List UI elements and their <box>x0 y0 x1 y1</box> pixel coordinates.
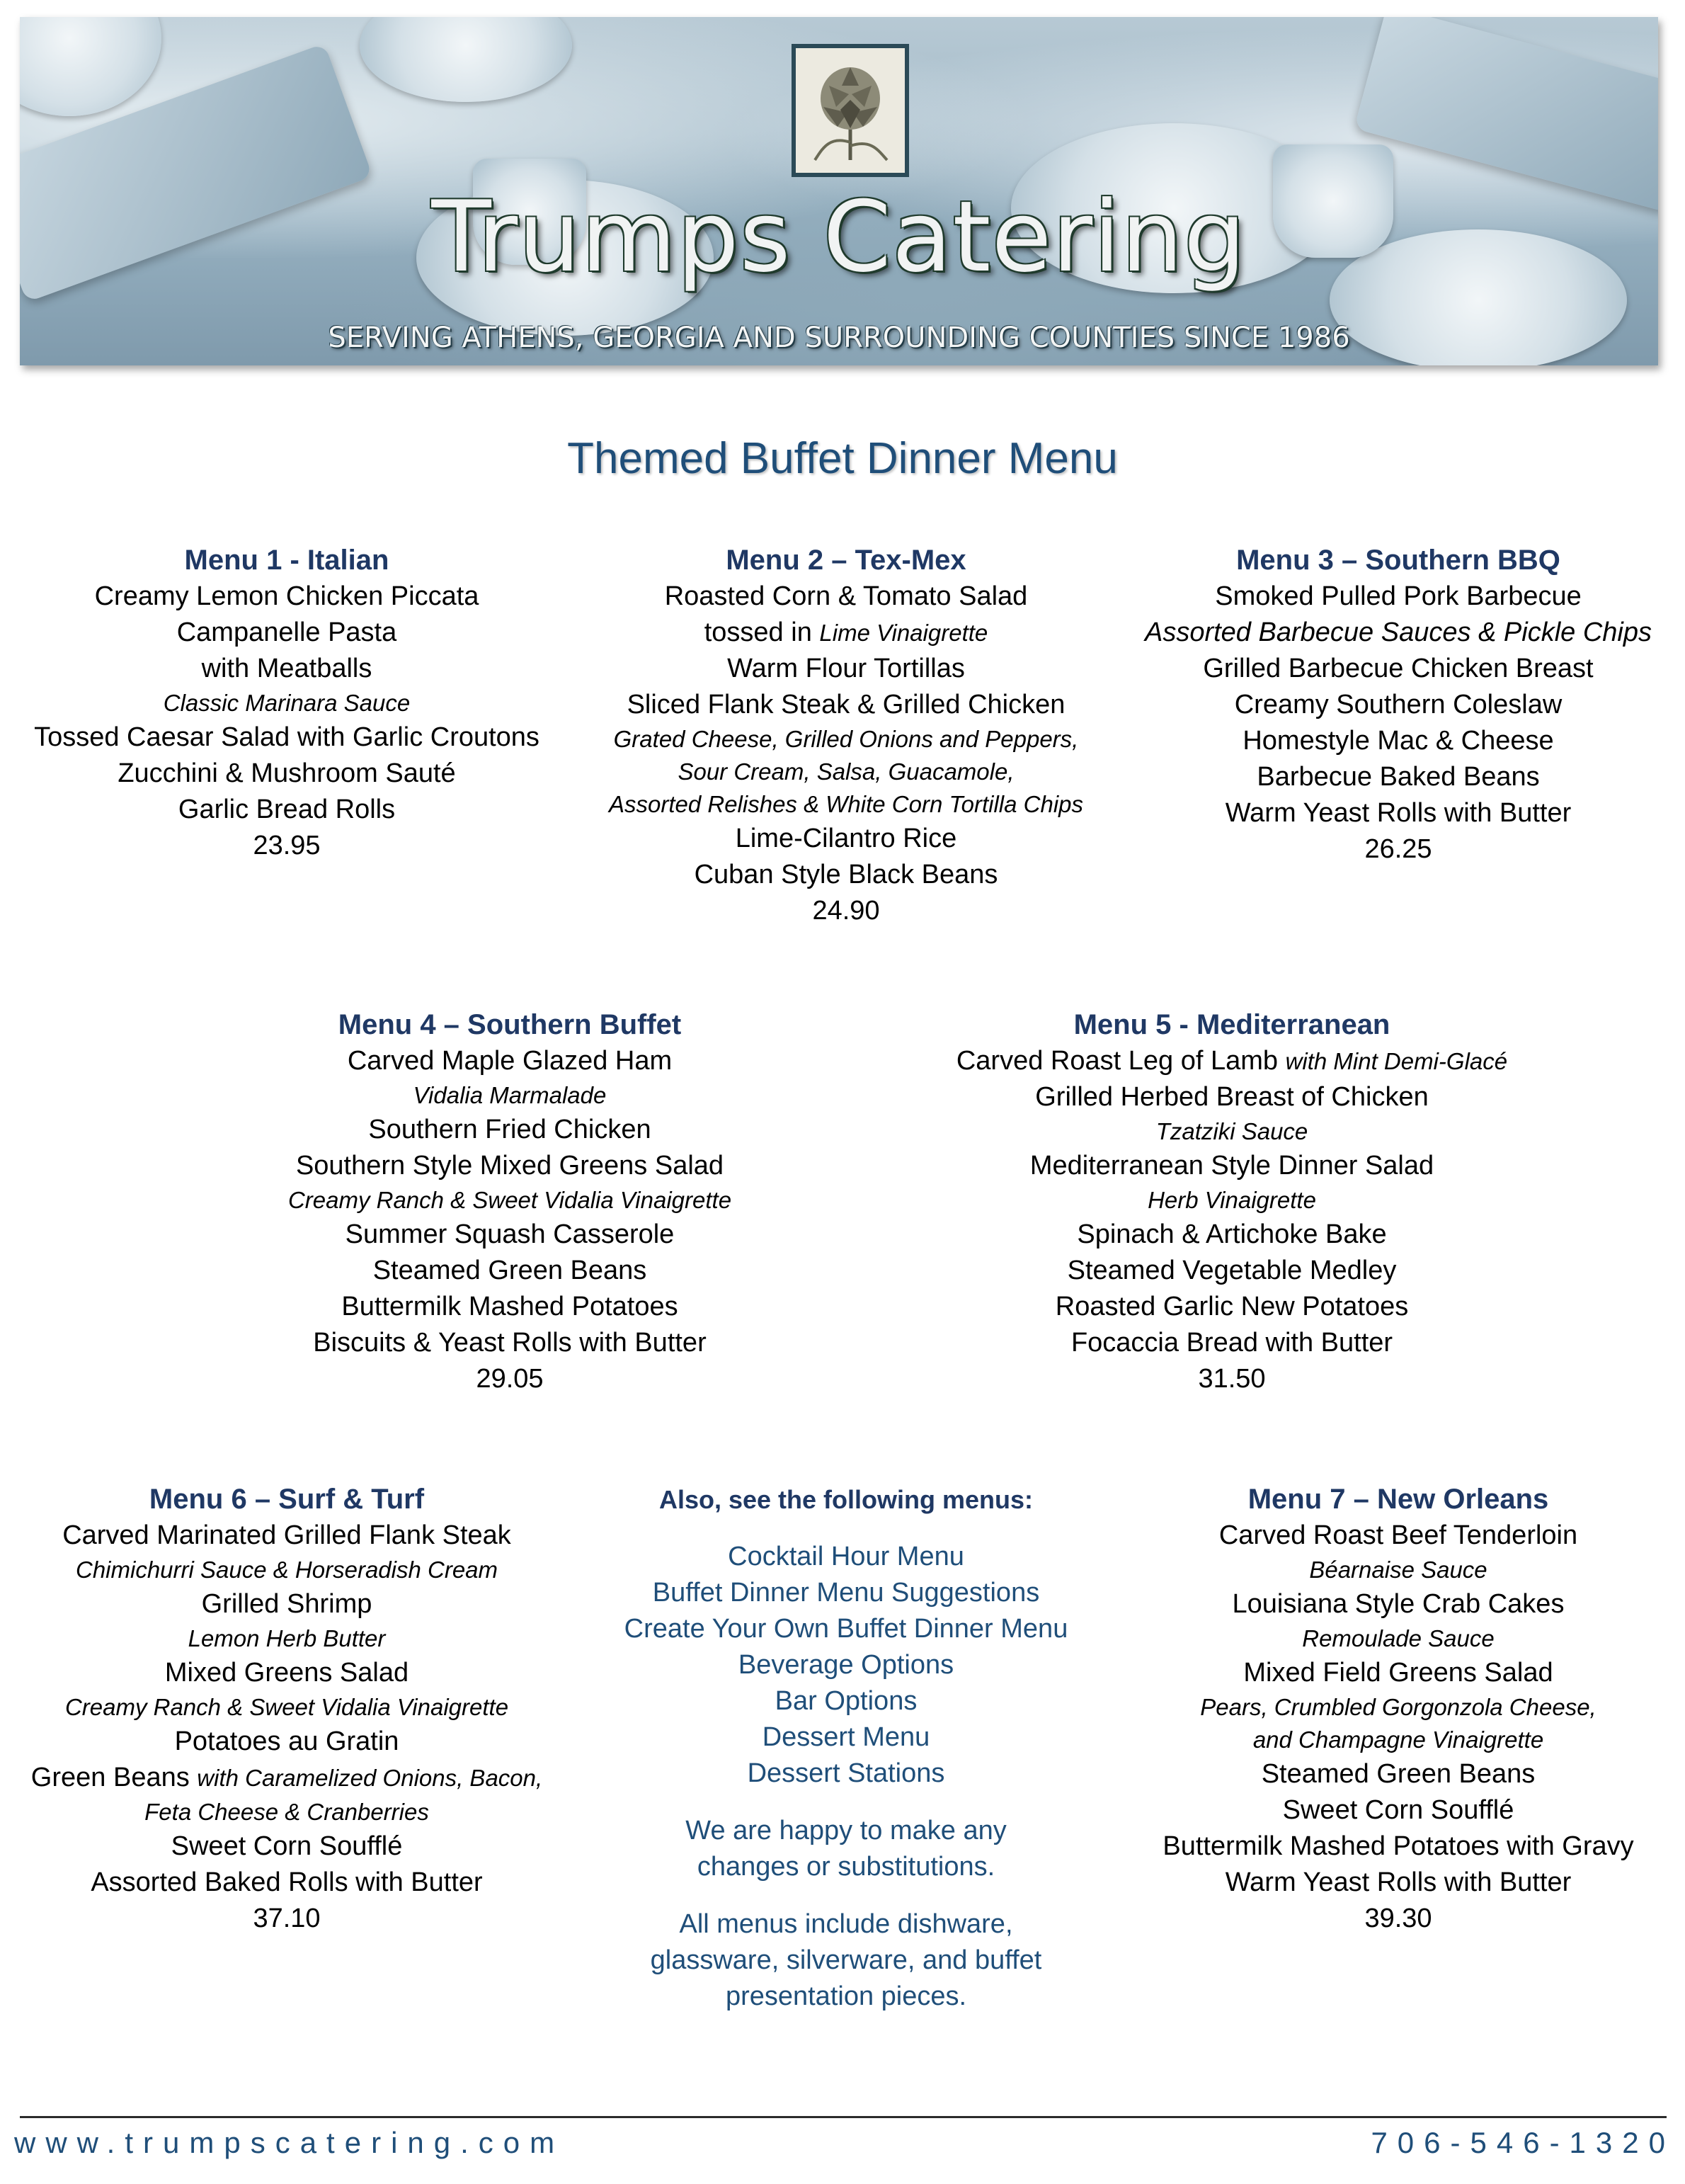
menu-item <box>581 615 1112 651</box>
menu-item: Grilled Barbecue Chicken Breast <box>1203 654 1594 683</box>
link-beverage-options[interactable]: Beverage Options <box>738 1650 954 1680</box>
link-create-your-own-buffet[interactable]: Create Your Own Buffet Dinner Menu <box>624 1614 1068 1644</box>
website-link[interactable]: www.trumpscatering.com <box>14 2126 565 2159</box>
menu-item: Homestyle Mac & Cheese <box>1243 726 1554 756</box>
phone-number[interactable]: 706-546-1320 <box>1371 2126 1675 2159</box>
menu-4 <box>241 1007 779 1397</box>
menu-item: Warm Yeast Rolls with Butter <box>1225 1867 1572 1897</box>
menu-3 <box>1133 542 1664 868</box>
menu-item: Buttermilk Mashed Potatoes with Gravy <box>1163 1831 1634 1861</box>
menu-7 <box>1133 1481 1664 1937</box>
menu-item-text: tossed in <box>704 618 820 647</box>
artichoke-icon <box>808 57 893 164</box>
plate-decoration <box>360 17 572 102</box>
menu-item: Roasted Corn & Tomato Salad <box>664 581 1028 611</box>
menu-item: Southern Style Mixed Greens Salad <box>295 1151 724 1181</box>
menu-item: Biscuits & Yeast Rolls with Butter <box>313 1328 707 1358</box>
menu-price: 23.95 <box>253 831 321 860</box>
menu-item-note: Remoulade Sauce <box>1302 1625 1495 1651</box>
menu-6 <box>14 1481 559 1937</box>
menu-item-text: Green Beans <box>30 1763 198 1792</box>
plate-decoration <box>20 17 161 116</box>
menu-item: Steamed Green Beans <box>1261 1759 1536 1789</box>
logo <box>792 44 909 177</box>
menu-item: Potatoes au Gratin <box>174 1727 399 1756</box>
link-dessert-stations[interactable]: Dessert Stations <box>747 1758 945 1788</box>
menu-item-note: Pears, Crumbled Gorgonzola Cheese, <box>1200 1694 1597 1720</box>
menu-item-note: Grated Cheese, Grilled Onions and Peppers, <box>613 726 1079 752</box>
menu-item: Mixed Field Greens Salad <box>1243 1658 1553 1688</box>
menu-item: with Meatballs <box>201 654 372 683</box>
menu-item: Focaccia Bread with Butter <box>1070 1328 1393 1358</box>
menu-heading: Menu 2 – Tex-Mex <box>726 545 966 576</box>
menu-item: Summer Squash Casserole <box>345 1219 675 1249</box>
menu-item <box>14 1760 559 1796</box>
menu-price: 37.10 <box>253 1904 321 1933</box>
other-menus-heading: Also, see the following menus: <box>658 1485 1034 1514</box>
note-inclusions: All menus include dishware, <box>679 1909 1013 1939</box>
menu-item: Grilled Herbed Breast of Chicken <box>1035 1082 1429 1112</box>
menu-item: Mixed Greens Salad <box>164 1658 409 1688</box>
menu-item: Sweet Corn Soufflé <box>1282 1795 1514 1825</box>
menu-item: Carved Maple Glazed Ham <box>347 1046 673 1076</box>
menu-item: Mediterranean Style Dinner Salad <box>1029 1151 1434 1181</box>
menu-item: Warm Yeast Rolls with Butter <box>1225 798 1572 828</box>
menu-item: Garlic Bread Rolls <box>178 795 396 824</box>
spacer <box>581 1518 1112 1539</box>
menu-heading: Menu 5 - Mediterranean <box>1073 1009 1390 1040</box>
menu-heading: Menu 1 - Italian <box>184 545 389 576</box>
menu-item: Steamed Green Beans <box>372 1256 647 1285</box>
menu-item-note: Sour Cream, Salsa, Guacamole, <box>678 758 1015 785</box>
menu-item: Grilled Shrimp <box>201 1589 372 1619</box>
menu-heading: Menu 6 – Surf & Turf <box>149 1484 425 1515</box>
link-dessert-menu[interactable]: Dessert Menu <box>762 1722 930 1752</box>
menu-item: Smoked Pulled Pork Barbecue <box>1215 581 1582 611</box>
menu-item-note: Lime Vinaigrette <box>819 620 988 646</box>
menu-item: Assorted Baked Rolls with Butter <box>91 1867 483 1897</box>
menu-item: Louisiana Style Crab Cakes <box>1232 1589 1565 1619</box>
menu-item-text: Carved Roast Leg of Lamb <box>956 1046 1286 1076</box>
link-cocktail-hour-menu[interactable]: Cocktail Hour Menu <box>728 1542 964 1571</box>
menu-item: Barbecue Baked Beans <box>1257 762 1540 792</box>
menu-item: Assorted Barbecue Sauces & Pickle Chips <box>1144 618 1652 647</box>
menu-heading: Menu 7 – New Orleans <box>1247 1484 1549 1515</box>
menu-item-note: Classic Marinara Sauce <box>163 690 411 716</box>
header-banner <box>20 17 1658 365</box>
menu-item-note: Feta Cheese & Cranberries <box>144 1799 429 1825</box>
menu-item: Sliced Flank Steak & Grilled Chicken <box>627 690 1066 720</box>
menu-item: Carved Marinated Grilled Flank Steak <box>62 1520 511 1550</box>
menu-item <box>920 1043 1543 1079</box>
menu-5 <box>920 1007 1543 1397</box>
menu-price: 31.50 <box>1198 1364 1266 1394</box>
menu-item-note: with Caramelized Onions, Bacon, <box>197 1765 543 1791</box>
menu-item: Creamy Southern Coleslaw <box>1234 690 1563 720</box>
menu-item-note: and Champagne Vinaigrette <box>1252 1727 1544 1753</box>
menu-price: 26.25 <box>1364 834 1432 864</box>
menu-item-note: with Mint Demi-Glacé <box>1285 1048 1508 1074</box>
menu-item-note: Chimichurri Sauce & Horseradish Cream <box>75 1557 498 1583</box>
menu-item-note: Creamy Ranch & Sweet Vidalia Vinaigrette <box>64 1694 509 1720</box>
tagline: SERVING ATHENS, GEORGIA AND SURROUNDING COUNTIES SINCE 1986 <box>328 322 1350 354</box>
spacer <box>581 1885 1112 1906</box>
menu-price: 24.90 <box>812 896 880 926</box>
menu-item-note: Tzatziki Sauce <box>1155 1118 1308 1144</box>
link-buffet-dinner-suggestions[interactable]: Buffet Dinner Menu Suggestions <box>652 1578 1040 1608</box>
menu-item-note: Béarnaise Sauce <box>1309 1557 1487 1583</box>
menu-1 <box>21 542 552 864</box>
spacer <box>581 1792 1112 1813</box>
menu-item: Zucchini & Mushroom Sauté <box>118 758 456 788</box>
menu-price: 29.05 <box>476 1364 544 1394</box>
menu-item: Roasted Garlic New Potatoes <box>1055 1292 1409 1321</box>
napkin-decoration <box>1354 17 1658 212</box>
menu-item: Buttermilk Mashed Potatoes <box>341 1292 678 1321</box>
link-bar-options[interactable]: Bar Options <box>775 1686 918 1716</box>
note-substitutions: We are happy to make any <box>685 1816 1007 1845</box>
footer-divider <box>20 2116 1667 2118</box>
note-inclusions: glassware, silverware, and buffet <box>650 1945 1042 1975</box>
menu-item: Steamed Vegetable Medley <box>1067 1256 1397 1285</box>
menu-item: Cuban Style Black Beans <box>694 860 998 889</box>
menu-price: 39.30 <box>1364 1904 1432 1933</box>
menu-item: Creamy Lemon Chicken Piccata <box>94 581 479 611</box>
menu-item: Warm Flour Tortillas <box>727 654 965 683</box>
menu-2 <box>581 542 1112 929</box>
menu-item: Lime-Cilantro Rice <box>735 824 957 853</box>
menu-heading: Menu 4 – Southern Buffet <box>338 1009 682 1040</box>
menu-heading: Menu 3 – Southern BBQ <box>1236 545 1560 576</box>
menu-item: Carved Roast Beef Tenderloin <box>1218 1520 1578 1550</box>
menu-item-note: Herb Vinaigrette <box>1148 1187 1316 1213</box>
note-substitutions: changes or substitutions. <box>697 1852 995 1882</box>
note-inclusions: presentation pieces. <box>725 1981 967 2011</box>
other-menus <box>581 1481 1112 2015</box>
menu-item: Southern Fried Chicken <box>368 1115 651 1144</box>
menu-item: Sweet Corn Soufflé <box>171 1831 403 1861</box>
menu-item: Campanelle Pasta <box>176 618 397 647</box>
menu-item-note: Assorted Relishes & White Corn Tortilla Chips <box>608 791 1084 817</box>
menu-item-note: Vidalia Marmalade <box>413 1082 607 1108</box>
menu-item: Tossed Caesar Salad with Garlic Croutons <box>34 722 539 752</box>
menu-item: Spinach & Artichoke Bake <box>1077 1219 1387 1249</box>
brand-name: Trumps Catering <box>431 180 1247 294</box>
menu-item-note: Creamy Ranch & Sweet Vidalia Vinaigrette <box>287 1187 732 1213</box>
menu-item-note: Lemon Herb Butter <box>188 1625 386 1651</box>
page-title: Themed Buffet Dinner Menu <box>567 434 1118 483</box>
